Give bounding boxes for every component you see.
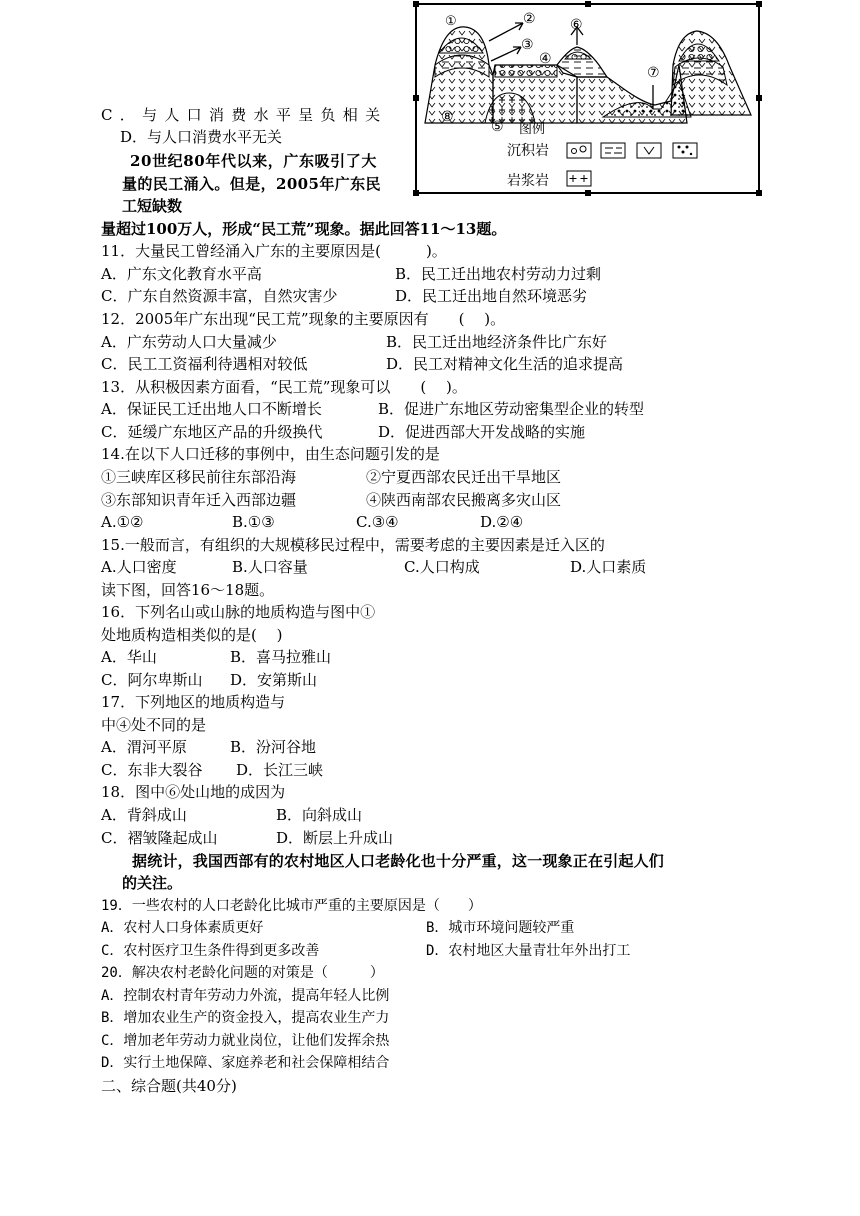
legend-title: 图例 <box>519 122 546 137</box>
q17-option-a: A．渭河平原 <box>101 738 187 756</box>
q12-option-d: D．民工对精神文化生活的追求提高 <box>386 355 624 373</box>
mark-4: ④ <box>539 51 552 67</box>
q11-option-d: D．民工迁出地自然环境恶劣 <box>395 287 588 305</box>
aging-intro-2: 的关注。 <box>122 874 183 892</box>
q11-stem: 11．大量民工曾经涌入广东的主要原因是( )。 <box>101 242 447 260</box>
q14-option-b: B.①③ <box>232 513 275 531</box>
legend-sedimentary: 沉积岩 <box>507 143 549 159</box>
mark-8: ⑧ <box>441 109 454 125</box>
q11-option-c: C．广东自然资源丰富，自然灾害少 <box>101 287 338 305</box>
q18-option-c: C．褶皱隆起成山 <box>101 829 218 847</box>
q16-option-c: C．阿尔卑斯山 <box>101 671 203 689</box>
q14-item-3: ③东部知识青年迁入西部边疆 <box>101 491 297 509</box>
q17-option-b: B．汾河谷地 <box>230 738 317 756</box>
q13-option-b: B．促进广东地区劳动密集型企业的转型 <box>378 400 645 418</box>
q18-option-b: B．向斜成山 <box>276 806 363 824</box>
q16-option-a: A．华山 <box>101 648 157 666</box>
q20-option-d: D．实行土地保障、家庭养老和社会保障相结合 <box>101 1055 390 1071</box>
q19-option-d: D．农村地区大量青壮年外出打工 <box>426 943 631 959</box>
q18-stem: 18．图中⑥处山地的成因为 <box>101 783 286 801</box>
mark-2: ② <box>523 11 536 27</box>
mark-6: ⑥ <box>570 17 583 33</box>
q17-stem-1: 17．下列地区的地质构造与 <box>101 693 286 711</box>
q20-stem: 20．解决农村老龄化问题的对策是（ ） <box>101 965 384 981</box>
q13-option-c: C．延缓广东地区产品的升级换代 <box>101 423 323 441</box>
q19-option-c: C．农村医疗卫生条件得到更多改善 <box>101 943 320 959</box>
q17-option-d: D．长江三峡 <box>236 761 324 779</box>
q19-stem: 19．一些农村的人口老龄化比城市严重的主要原因是（ ） <box>101 898 482 914</box>
q12-option-b: B．民工迁出地经济条件比广东好 <box>386 333 608 351</box>
mark-5: ⑤ <box>491 119 504 135</box>
mark-7: ⑦ <box>647 65 660 81</box>
q18-option-a: A．背斜成山 <box>101 806 187 824</box>
q20-option-a: A．控制农村青年劳动力外流，提高年轻人比例 <box>101 988 390 1004</box>
q15-option-a: A.人口密度 <box>101 558 177 576</box>
legend-magmatic: 岩浆岩 <box>507 173 549 189</box>
q12-option-c: C．民工工资福利待遇相对较低 <box>101 355 308 373</box>
q14-item-1: ①三峡库区移民前往东部沿海 <box>101 468 297 486</box>
mountain-6 <box>557 47 607 77</box>
q16-stem-1: 16．下列名山或山脉的地质构造与图中① <box>101 603 376 621</box>
q17-option-c: C．东非大裂谷 <box>101 761 203 779</box>
q14-item-4: ④陕西南部农民搬离多灾山区 <box>366 491 562 509</box>
q17-stem-2: 中④处不同的是 <box>101 716 207 734</box>
read-figure-instruction: 读下图，回答16～18题。 <box>101 581 275 599</box>
q14-item-2: ②宁夏西部农民迁出干旱地区 <box>366 468 562 486</box>
q12-stem: 12．2005年广东出现“民工荒”现象的主要原因有 ( )。 <box>101 310 506 328</box>
option-d-none: D．与人口消费水平无关 <box>120 128 283 146</box>
q15-option-d: D.人口素质 <box>570 558 647 576</box>
q15-option-b: B.人口容量 <box>232 558 308 576</box>
q20-option-c: C．增加老年劳动力就业岗位，让他们发挥余热 <box>101 1033 390 1049</box>
q14-option-d: D.②④ <box>480 513 524 531</box>
q14-option-a: A.①② <box>101 513 144 531</box>
section-2-title: 二、综合题(共40分) <box>101 1077 237 1095</box>
geology-diagram-svg <box>417 5 758 192</box>
option-c-negative: C．与人口消费水平呈负相关 <box>101 106 388 124</box>
q12-option-a: A．广东劳动人口大量减少 <box>101 333 277 351</box>
q19-option-a: A．农村人口身体素质更好 <box>101 920 264 936</box>
q15-option-c: C.人口构成 <box>404 558 480 576</box>
intro-line-4: 量超过100万人，形成“民工荒”现象。据此回答11～13题。 <box>101 220 507 238</box>
q16-stem-2: 处地质构造相类似的是( ) <box>101 626 283 644</box>
intro-line-1: 20世纪80年代以来，广东吸引了大 <box>130 152 377 170</box>
intro-line-2: 量的民工涌入。但是，2005年广东民 <box>122 175 381 193</box>
q13-option-d: D．促进西部大开发战略的实施 <box>378 423 586 441</box>
q19-option-b: B．城市环境问题较严重 <box>426 920 575 936</box>
q14-option-c: C.③④ <box>356 513 399 531</box>
intro-line-3: 工短缺数 <box>122 197 183 215</box>
q13-stem: 13．从积极因素方面看，“民工荒”现象可以 ( )。 <box>101 378 467 396</box>
q15-stem: 15.一般而言，有组织的大规模移民过程中，需要考虑的主要因素是迁入区的 <box>101 536 605 554</box>
q14-stem: 14.在以下人口迁移的事例中，由生态问题引发的是 <box>101 445 440 463</box>
geology-figure <box>415 3 760 194</box>
q11-option-b: B．民工迁出地农村劳动力过剩 <box>395 265 602 283</box>
aging-intro-1: 据统计，我国西部有的农村地区人口老龄化也十分严重，这一现象正在引起人们 <box>132 852 665 870</box>
mark-3: ③ <box>521 37 534 53</box>
q20-option-b: B．增加农业生产的资金投入，提高农业生产力 <box>101 1010 390 1026</box>
q16-option-b: B．喜马拉雅山 <box>230 648 332 666</box>
q13-option-a: A．保证民工迁出地人口不断增长 <box>101 400 322 418</box>
q18-option-d: D．断层上升成山 <box>276 829 394 847</box>
q16-option-d: D．安第斯山 <box>230 671 318 689</box>
q11-option-a: A．广东文化教育水平高 <box>101 265 262 283</box>
mark-1: ① <box>445 14 457 29</box>
